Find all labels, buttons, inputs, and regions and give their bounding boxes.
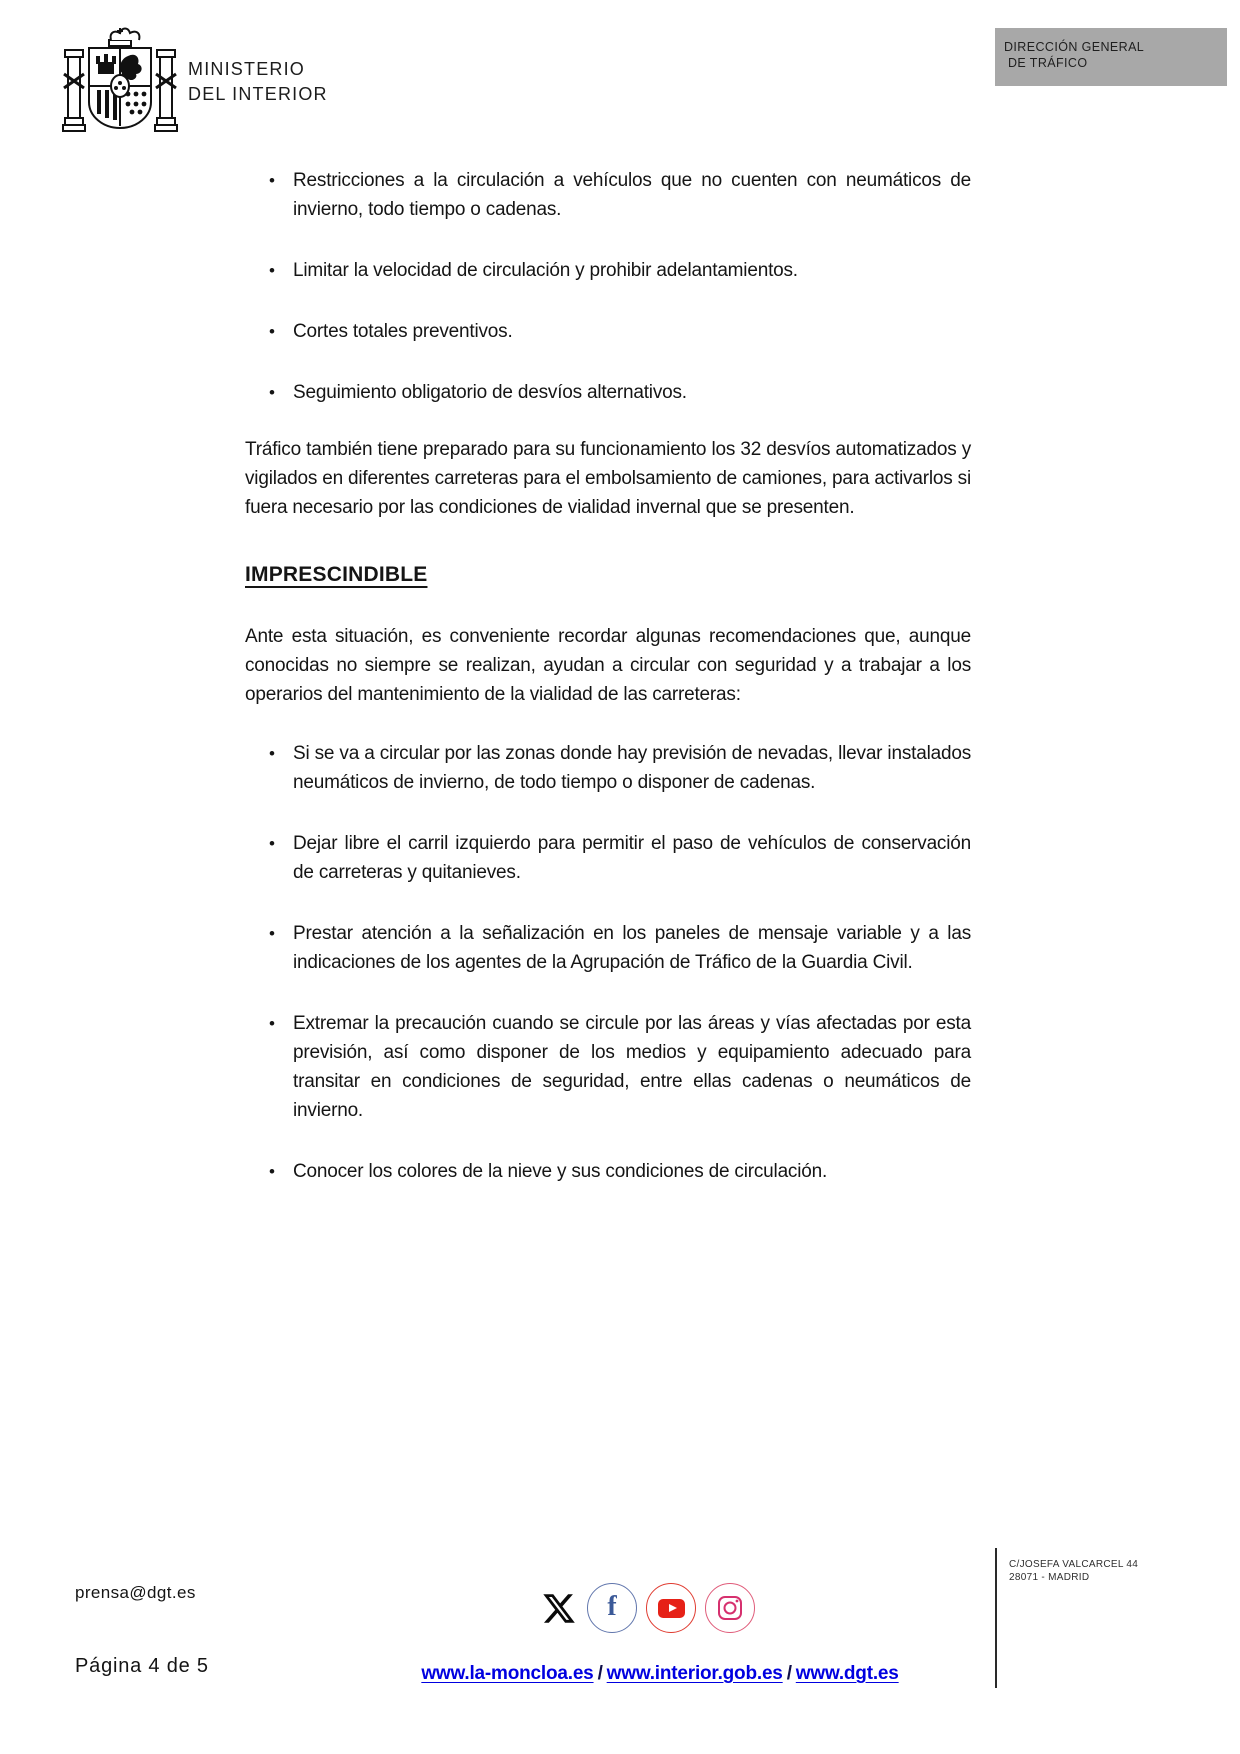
ministry-line1: MINISTERIO <box>188 59 306 79</box>
document-body <box>245 166 971 1186</box>
measures-bullet-list <box>245 166 971 407</box>
link-separator: / <box>597 1663 603 1684</box>
link-dgt[interactable]: www.dgt.es <box>795 1663 899 1684</box>
facebook-icon[interactable]: f <box>587 1583 637 1633</box>
page-indicator: Página 4 de 5 <box>75 1655 209 1677</box>
bullet-item: • Dejar libre el carril izquierdo para permitir el paso de vehículos de conservación de carreteras y quitanieves. <box>245 829 971 887</box>
footer-divider <box>995 1548 997 1688</box>
bullet-item: • Limitar la velocidad de circulación y prohibir adelantamientos. <box>245 256 971 285</box>
ministry-title <box>188 57 328 107</box>
bullet-item: • Conocer los colores de la nieve y sus condiciones de circulación. <box>245 1157 971 1186</box>
paragraph-recommendations-intro: Ante esta situación, es conveniente recordar algunas recomendaciones que, aunque conocidas no siempre se realizan, ayudan a circular con seguridad y a trabajar a los operarios del mantenimiento de la vialidad de las carreteras: <box>245 626 971 705</box>
bullet-item: • Seguimiento obligatorio de desvíos alternativos. <box>245 378 971 407</box>
bullet-item: • Restricciones a la circulación a vehículos que no cuenten con neumáticos de invierno, todo tiempo o cadenas. <box>245 166 971 224</box>
link-interior[interactable]: www.interior.gob.es <box>606 1663 783 1684</box>
bullet-item: • Extremar la precaución cuando se circule por las áreas y vías afectadas por esta previsión, así como disponer de los medios y equipamiento adecuado para transitar en condiciones de seguridad, entre ellas cadenas o neumáticos de invierno. <box>245 1009 971 1125</box>
office-address <box>1009 1558 1138 1584</box>
ministry-line2: DEL INTERIOR <box>188 84 328 104</box>
bullet-item: • Cortes totales preventivos. <box>245 317 971 346</box>
link-la-moncloa[interactable]: www.la-moncloa.es <box>421 1663 594 1684</box>
section-heading-imprescindible: IMPRESCINDIBLE <box>245 563 428 586</box>
press-email-link[interactable]: prensa@dgt.es <box>75 1583 196 1602</box>
department-line1: DIRECCIÓN GENERAL <box>1004 40 1145 54</box>
social-icons-row <box>540 1583 755 1633</box>
bullet-item: • Prestar atención a la señalización en los paneles de mensaje variable y a las indicaciones de los agentes de la Agrupación de Tráfico de la Guardia Civil. <box>245 919 971 977</box>
department-badge <box>995 28 1227 86</box>
footer-links <box>340 1663 980 1685</box>
paragraph-detours: Tráfico también tiene preparado para su funcionamiento los 32 desvíos automatizados y vigilados en diferentes carreteras para el embolsamiento de camiones, para activarlos si fuera necesario por las condiciones de vialidad invernal que se presenten. <box>245 439 971 518</box>
instagram-icon[interactable] <box>705 1583 755 1633</box>
spain-coat-of-arms-logo <box>62 26 178 138</box>
link-separator: / <box>786 1663 792 1684</box>
address-line1: C/JOSEFA VALCARCEL 44 <box>1009 1559 1139 1570</box>
recommendations-bullet-list <box>245 739 971 1186</box>
address-line2: 28071 - MADRID <box>1009 1572 1090 1583</box>
department-line2: DE TRÁFICO <box>1008 56 1088 70</box>
bullet-item: • Si se va a circular por las zonas donde hay previsión de nevadas, llevar instalados neumáticos de invierno, de todo tiempo o disponer de cadenas. <box>245 739 971 797</box>
youtube-icon[interactable] <box>646 1583 696 1633</box>
x-icon[interactable] <box>540 1591 578 1626</box>
